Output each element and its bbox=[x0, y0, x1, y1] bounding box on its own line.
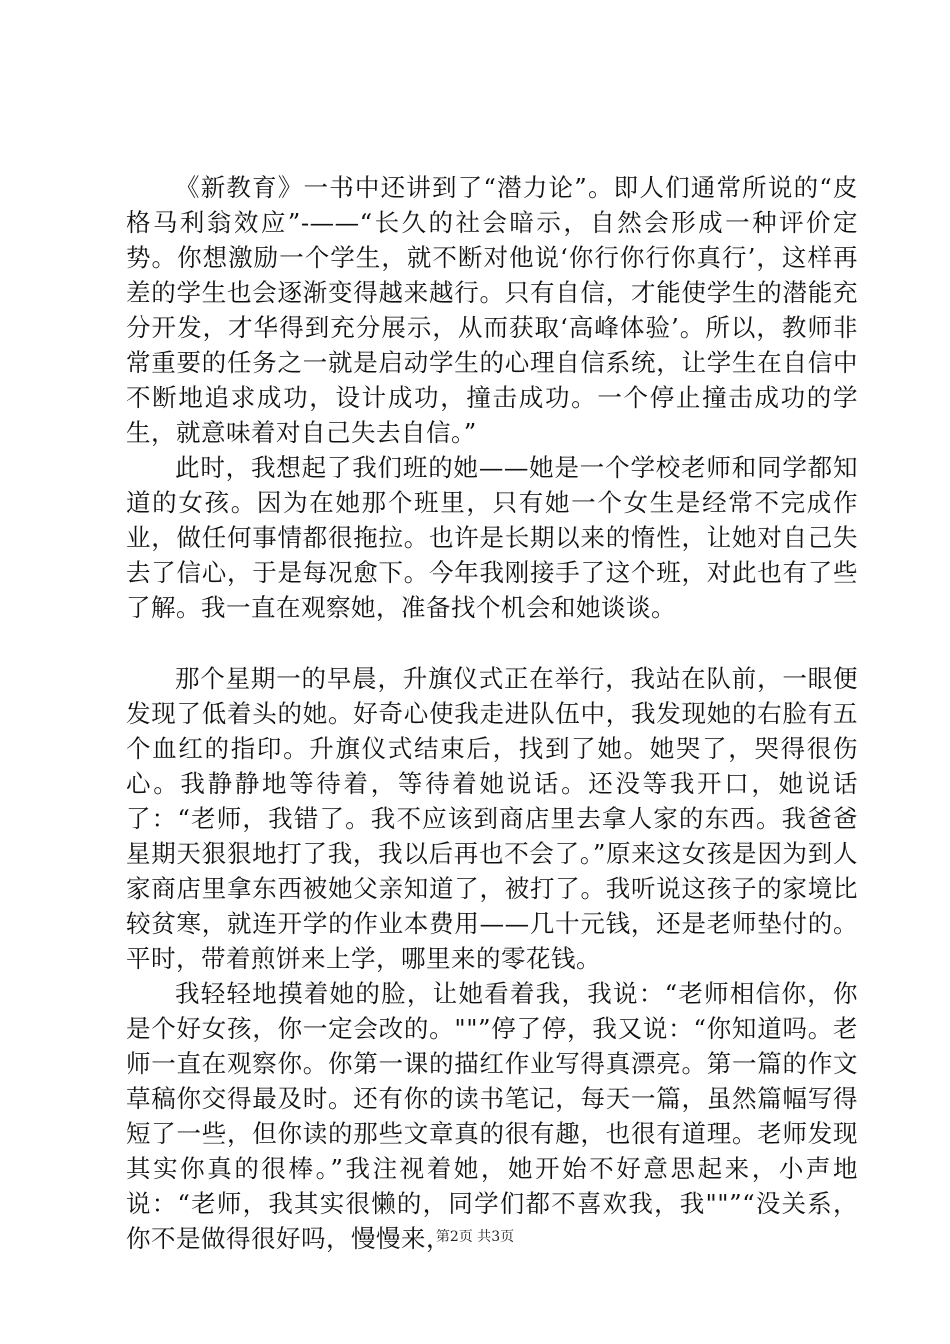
paragraph-spacer bbox=[126, 625, 858, 661]
paragraph-encouragement: 我轻轻地摸着她的脸，让她看着我，我说：“老师相信你，你是个好女孩，你一定会改的。""”停了停，我又说：“你知道吗。老师一直在观察你。你第一课的描红作业写得真漂亮。第一篇的作文草稿你交得最及时。还有你的读书笔记，每天一篇，虽然篇幅写得短了一些，但你读的那些文章真的很有趣，也很有道理。老师发现其实你真的很棒。”我注视着她，她开始不好意思起来，小声地说：“老师，我其实很懒的，同学们都不喜欢我，我""”“没关系，你不是做得很好吗，慢慢来， bbox=[126, 979, 858, 1253]
document-body bbox=[126, 170, 858, 1256]
paragraph-potential-theory: 《新教育》一书中还讲到了“潜力论”。即人们通常所说的“皮格马利翁效应”-——“长久的社会暗示，自然会形成一种评价定势。你想激励一个学生，就不断对他说‘你行你行你真行’，这样再差的学生也会逐渐变得越来越行。只有自信，才能使学生的潜能充分开发，才华得到充分展示，从而获取‘高峰体验’。所以，教师非常重要的任务之一就是启动学生的心理自信系统，让学生在自信中不断地追求成功，设计成功，撞击成功。一个停止撞击成功的学生，就意味着对自己失去自信。” bbox=[126, 173, 858, 447]
paragraph-recalling-student: 此时，我想起了我们班的她——她是一个学校老师和同学都知道的女孩。因为在她那个班里，只有她一个女生是经常不完成作业，做任何事情都很拖拉。也许是长期以来的惰性，让她对自己失去了信心，于是每况愈下。今年我刚接手了这个班，对此也有了些了解。我一直在观察她，准备找个机会和她谈谈。 bbox=[126, 453, 858, 622]
page-number-footer: 第2页 共3页 bbox=[435, 1229, 515, 1245]
paragraph-monday-morning: 那个星期一的早晨，升旗仪式正在举行，我站在队前，一眼便发现了低着头的她。好奇心使我走进队伍中，我发现她的右脸有五个血红的指印。升旗仪式结束后，找到了她。她哭了，哭得很伤心。我静静地等待着，等待着她说话。还没等我开口，她说话了：“老师，我错了。我不应该到商店里去拿人家的东西。我爸爸星期天狠狠地打了我，我以后再也不会了。”原来这女孩是因为到人家商店里拿东西被她父亲知道了，被打了。我听说这孩子的家境比较贫寒，就连开学的作业本费用——几十元钱，还是老师垫付的。平时，带着煎饼来上学，哪里来的零花钱。 bbox=[126, 664, 858, 973]
